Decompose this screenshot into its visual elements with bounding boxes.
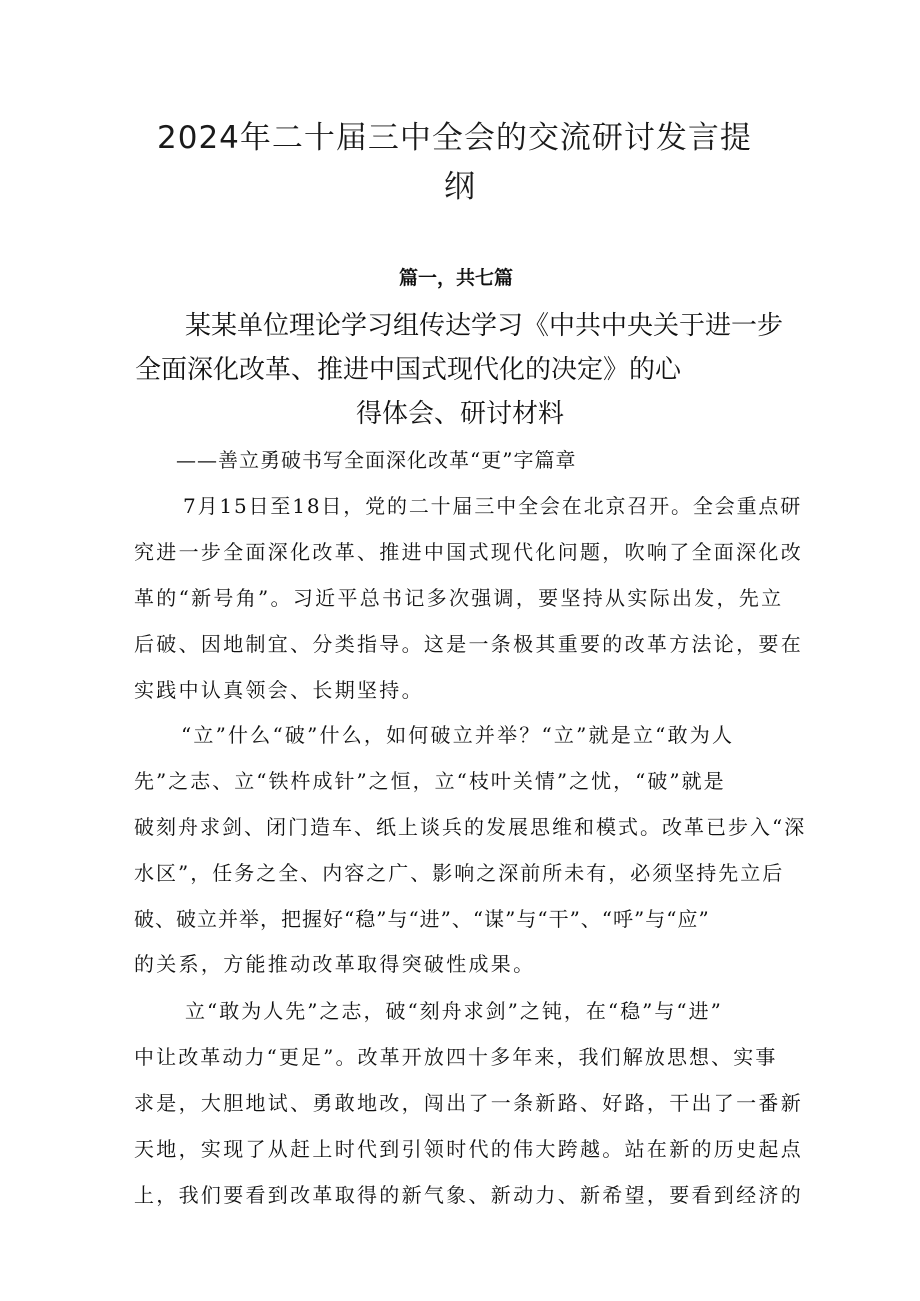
- paragraph-3-line-4: 天地，实现了从赶上时代到引领时代的伟大跨越。站在新的历史起点: [134, 1137, 803, 1161]
- paragraph-2-line-6: 的关系，方能推动改革取得突破性成果。: [134, 952, 536, 976]
- doc-title-line-2: 纲: [444, 169, 476, 205]
- heading-line-2: 全面深化改革、推进中国式现代化的决定》的心: [135, 355, 682, 385]
- paragraph-2-line-5: 破、破立并举，把握好“稳”与“进”、“谋”与“干”、“呼”与“应”: [134, 907, 710, 931]
- section-label: 篇一，共七篇: [399, 267, 514, 289]
- paragraph-3-line-1: 立“敢为人先”之志，破“刻舟求剑”之钝，在“稳”与“进”: [185, 999, 723, 1023]
- paragraph-1-line-4: 后破、因地制宜、分类指导。这是一条极其重要的改革方法论，要在: [134, 632, 803, 656]
- doc-title-line-1: 2024年二十届三中全会的交流研讨发言提: [157, 120, 752, 156]
- paragraph-1-line-1: 7月15日至18日，党的二十届三中全会在北京召开。全会重点研: [183, 494, 803, 518]
- subtitle: ——善立勇破书写全面深化改革“更”字篇章: [176, 448, 577, 472]
- heading-line-3: 得体会、研讨材料: [356, 399, 565, 429]
- paragraph-3-line-3: 求是，大胆地试、勇敢地改，闯出了一条新路、好路，干出了一番新: [134, 1091, 803, 1115]
- paragraph-1-line-3: 革的“新号角”。习近平总书记多次强调，要坚持从实际出发，先立: [134, 586, 784, 610]
- paragraph-3-line-5: 上，我们要看到改革取得的新气象、新动力、新希望，要看到经济的: [134, 1183, 803, 1207]
- paragraph-1-line-2: 究进一步全面深化改革、推进中国式现代化问题，吹响了全面深化改: [134, 540, 803, 564]
- paragraph-2-line-1: “立”什么“破”什么，如何破立并举？“立”就是立“敢为人: [181, 723, 735, 747]
- paragraph-1-line-5: 实践中认真领会、长期坚持。: [134, 678, 424, 702]
- paragraph-2-line-4: 水区”，任务之全、内容之广、影响之深前所未有，必须坚持先立后: [134, 861, 785, 885]
- paragraph-2-line-3: 破刻舟求剑、闭门造车、纸上谈兵的发展思维和模式。改革已步入“深: [134, 815, 807, 839]
- paragraph-3-line-2: 中让改革动力“更足”。改革开放四十多年来，我们解放思想、实事: [134, 1045, 778, 1069]
- paragraph-2-line-2: 先”之志、立“铁杵成针”之恒，立“枝叶关情”之忧，“破”就是: [134, 769, 726, 793]
- heading-line-1: 某某单位理论学习组传达学习《中共中央关于进一步: [185, 311, 784, 341]
